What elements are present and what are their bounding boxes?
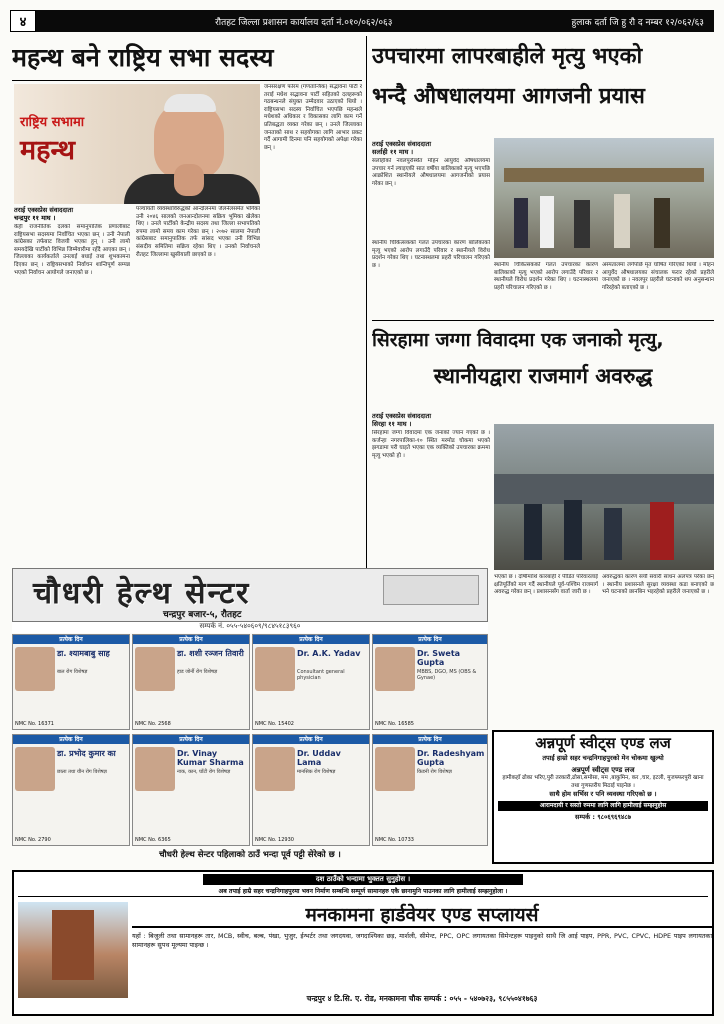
doctor-card <box>372 634 488 730</box>
hardware-body: यहाँ : बिजुली तथा सामानहरू तार, MCB, स्वीच, बल्ब, पंखा, भुजुर, ईन्भर्टर तथा जगदयवा, जगदाश्यिका छड़, मार्शली, सीमेन्ट, PPC, OPC लगायतका सिमेन्टहरू पाइनुको साथै जि आई पाइप, PPR, PVC, CPVC, HDPE पाइप लगायतका सामानहरू सुपथ मूल्यमा पाइन्छ । <box>132 932 712 949</box>
card-tag: प्रत्येक दिन <box>373 635 487 644</box>
doctor-specialty: बाल रोग विशेषज्ञ <box>57 669 88 675</box>
doctor-nmc: NMC No. 16371 <box>15 721 54 727</box>
photo-caption-big: महन्थ <box>20 135 75 166</box>
page-number: ४ <box>10 10 36 32</box>
sweets-phone: ९८०६९६९४८७ <box>597 813 632 821</box>
doctor-card <box>372 734 488 846</box>
person <box>650 502 674 560</box>
clinic-footer: चौधरी हेल्थ सेन्टर पहिलाको ठाउँ भन्दा पूर्व पट्टी सेरेको छ । <box>159 850 341 860</box>
sweets-ad <box>492 730 714 864</box>
story2-col2b: स्थानीय चिकित्सकको गलत उपचारका कारण बालिकाको मृत्यु भएको आरोप लगाउँदै परिवार र स्थानीयले विरोध प्रदर्शन गरेका थिए । घटनास्थलमा प्रहरी परिचालन गरिएको छ । <box>494 262 598 291</box>
police-officer <box>564 500 582 560</box>
card-tag: प्रत्येक दिन <box>13 635 129 644</box>
story2-col3: अस्पतालमा लगेपछि मृत घोषित गरिएको थियो । मोहन आयुर्वेद औषधालयका संचालक फरार रहेको प्रहरीले जनाएको छ । नवलपुर प्रहरीले घटनाको थप अनुसन्धान गरिरहेको बताएको छ । <box>602 262 714 291</box>
sweets-note: साथै होम सर्भिस र पनि व्यवस्था गरिएको छ । <box>549 790 657 798</box>
person <box>514 198 528 248</box>
doctor-photo <box>135 747 175 791</box>
story1-col3: जनसंरक्षण फोरम (गणतान्त्रिक) सद्भावना पार्टी र तराई मधेश सद्भावना पार्टी सहितको दलहरूको गठबन्धनले संयुक्त उम्मेदवार उठाएको थियो । राष्ट्रियसभा सदस्य निर्वाचित भएपछि महन्थले मधेशको अधिकार र विकासका लागि काम गर्ने प्रतिबद्धता व्यक्त गरेका छन् । उनले जिल्लाका जनताको साथ र सहयोगका लागि आभार प्रकट गर्दै आगामी दिनमा पनि सहयोगको अपेक्षा गरेका छन् । <box>264 84 362 151</box>
doctor-card <box>132 634 250 730</box>
doctor-specialty: मानसिक रोग विशेषज्ञ <box>297 769 336 775</box>
doctor-card <box>132 734 250 846</box>
sweets-title: अन्नपूर्ण स्वीट्स एण्ड लज <box>535 734 671 752</box>
story3-col3: अवरुद्धका कारण सयौं सवारी साधन अलपत्र परेका छन् । स्थानीय प्रशासनले सुरक्षा व्यवस्था कडा बनाएको छ भने घटनाको छानबिन भइरहेको प्रहरीले जनाएको छ । <box>602 574 714 596</box>
ambulance-icon <box>383 575 479 605</box>
story2-byline-block <box>372 140 492 156</box>
police-photo <box>494 424 714 570</box>
divider <box>372 320 714 321</box>
column-divider <box>366 36 367 592</box>
doctor-photo <box>15 647 55 691</box>
byline: तराई एक्सप्रेस संवाददाता <box>14 206 74 214</box>
story1-byline-block <box>14 206 134 222</box>
page-header <box>10 10 714 32</box>
person <box>540 196 554 248</box>
sweets-sub: तपाईं हाम्रो सहर चन्द्रनिगाहपुरको मेन चोकमा खुल्यो <box>542 754 664 762</box>
doctor-specialty: नाक, कान, घाँटी रोग विशेषज्ञ <box>177 769 231 775</box>
sweets-body: हामीकहाँ ढोका भरिए,पुरी तरकारी,ढोसा,समोसा, मम ,बाकुमिन, कर ,चार, इटली, मुजफ्फरपुरी खाना तथा गुणस्तरीय मिठाई पाइनेछ । <box>502 775 704 789</box>
story2-headline-line2: भन्दै औषधालयमा आगजनी प्रयास <box>372 84 645 109</box>
hardware-title: मनकामना हार्डवेयर एण्ड सप्लायर्स <box>132 902 712 928</box>
byline: तराई एक्सप्रेस संवाददाता <box>372 412 432 420</box>
doctor-card <box>12 634 130 730</box>
sweets-tagline: आरामदायी र सस्तो रुममा लानि लागि हामीलाई सम्झनुहोस <box>498 801 708 811</box>
doctor-nmc: NMC No. 16585 <box>375 721 414 727</box>
building <box>504 168 704 182</box>
story3-headline-line1: सिरहामा जग्गा विवादमा एक जनाको मृत्यु, <box>372 329 664 351</box>
card-tag: प्रत्येक दिन <box>133 735 249 744</box>
clinic-ad-banner <box>12 568 488 622</box>
person-hair <box>164 94 216 112</box>
sweets-name: अन्नपूर्ण स्वीट्स एण्ड लज <box>571 766 635 774</box>
doctor-specialty: हाड जोर्नी रोग विशेषज्ञ <box>177 669 218 675</box>
doctor-photo <box>255 747 295 791</box>
story1-col2: पञ्चायती व्यवस्थाविरुद्धको आन्दोलनमा जेलनेलसमेत भोगेका उनी २०४६ सालको जनआन्दोलनमा सक्रिय भूमिका खेलेका थिए । उनले पार्टीको केन्द्रीय सदस्य तथा जिल्ला सभापतिको रुपमा लामो समय काम गरेका छन् । २०७२ सालमा नेपाली कांग्रेसबाट समानुपातिक तर्फ सांसद भएका उनी विभिन्न संसदीय समितिमा सक्रिय रहेका थिए । उनको निर्वाचनले रौतहट जिल्लामा खुसीयाली छाएको छ । <box>136 206 260 258</box>
story2-col1: सर्लाहीको नवलपुरस्थित मोहन आयुर्वेद औषधालयमा उपचार गर्न ल्याइएकी सात वर्षीया बालिकाको मृत्यु भएपछि आक्रोशित स्थानीयले औषधालयमा आगजनीको प्रयास गरेका छन् । <box>372 158 490 187</box>
story2-col2: स्थानीय चिकित्सकको गलत उपचारका कारण बालिकाको मृत्यु भएको आरोप लगाउँदै परिवार र स्थानीयले विरोध प्रदर्शन गरेका थिए । घटनास्थलमा प्रहरी परिचालन गरिएको छ । <box>372 240 490 269</box>
doctor-photo <box>375 647 415 691</box>
doctor-specialty: छाला तथा यौन रोग विशेषज्ञ <box>57 769 107 775</box>
doctor-nmc: NMC No. 12930 <box>255 837 294 843</box>
doctor-nmc: NMC No. 2790 <box>15 837 51 843</box>
doctor-nmc: NMC No. 6365 <box>135 837 171 843</box>
doctor-photo <box>255 647 295 691</box>
doctor-name: Dr. Radeshyam Gupta <box>417 749 485 767</box>
clinic-phone: सम्पर्क नं. ०५५-५४०६०९/९८४५१८३९६० <box>12 622 488 633</box>
doctor-specialty: Consultant general physician <box>297 669 345 681</box>
hardware-top-line: दश ठाउँको भन्दामा भुक्तत सुनुहोस । <box>203 874 523 885</box>
doctor-photo <box>15 747 55 791</box>
doctor-photo <box>135 647 175 691</box>
photo-caption-small: राष्ट्रिय सभामा <box>20 115 85 130</box>
sweets-contact <box>494 813 712 822</box>
doctor-name: डा. श्यामबाबु साह <box>57 649 110 658</box>
folded-hands <box>174 164 204 196</box>
card-tag: प्रत्येक दिन <box>133 635 249 644</box>
hardware-address: चन्द्रपुर ४ टि.सि. ए. रोड, मनकामना चौक सम्पर्क : ०५५ - ५४०७२३, ९८५५०४१७६३ <box>306 994 538 1003</box>
story3-col2: भएको छ । दोषीमाथि कारबाही र पीडित परिवारलाई क्षतिपूर्तिको माग गर्दै स्थानीयले पूर्व-पश्चिम राजमार्ग अवरुद्ध गरेका छन् । प्रशासनसँग वार्ता जारी छ । <box>494 574 598 596</box>
card-tag: प्रत्येक दिन <box>13 735 129 744</box>
doctor-nmc: NMC No. 15402 <box>255 721 294 727</box>
divider <box>12 80 362 81</box>
doctor-name: डा. प्रभोद कुमार का <box>57 749 116 758</box>
police-officer <box>524 504 542 560</box>
doctor-name: Dr. Vinay Kumar Sharma <box>177 749 244 767</box>
story3-headline-line2: स्थानीयद्वारा राजमार्ग अवरुद्ध <box>433 364 653 388</box>
police-officer <box>604 508 622 560</box>
person <box>654 198 670 248</box>
clinic-title: चौधरी हेल्थ सेन्टर <box>33 576 251 611</box>
story2-headline-line1: उपचारमा लापरबाहीले मृत्यु भएको <box>372 44 643 69</box>
dateline: चन्द्रपुर ११ माघ । <box>14 214 56 222</box>
registration-text: रौतहट जिल्ला प्रशासन कार्यालय दर्ता नं.०१०/०६२/०६३ <box>215 17 393 28</box>
doctor-nmc: NMC No. 10733 <box>375 837 414 843</box>
byline: तराई एक्सप्रेस संवाददाता <box>372 140 432 148</box>
dateline: सिरहा ११ माघ । <box>372 420 412 428</box>
story1-col1: केही राजनीतिक दलको समानुपातिक प्रणालीबाट राष्ट्रियसभा सदस्यमा निर्वाचित भएका छन् । उनी नेपाली कांग्रेसका तर्फबाट विजयी भएका हुन् । उनी लामो समयदेखि पार्टीको विभिन्न जिम्मेवारीमा रहँदै आएका छन् । जिल्लाका कार्यकर्ताले उनलाई बधाई तथा शुभकामना दिएका छन् । राष्ट्रियसभाको निर्वाचन शान्तिपूर्ण सम्पन्न भएको निर्वाचन आयोगले जनाएको छ । <box>14 224 130 276</box>
crowd-photo <box>494 138 714 258</box>
doctor-name: Dr. Uddav Lama <box>297 749 341 767</box>
mahanth-photo <box>14 84 260 204</box>
story3-byline-block <box>372 412 492 428</box>
doctor-name: डा. शशी रञ्जन तिवारी <box>177 649 244 658</box>
card-tag: प्रत्येक दिन <box>253 735 369 744</box>
doctor-photo <box>375 747 415 791</box>
card-tag: प्रत्येक दिन <box>253 635 369 644</box>
person <box>574 200 590 248</box>
dateline: सर्लाही ११ माघ । <box>372 148 414 156</box>
postal-registration: हुलाक दर्ता जि हु रौ द नम्बर १२/०६२/६३ <box>571 17 704 28</box>
doctor-card <box>12 734 130 846</box>
doctor-name: Dr. A.K. Yadav <box>297 649 361 658</box>
person <box>614 194 630 248</box>
hardware-sub-line: अब तपाई हाम्रै सहर चन्द्रनिगाहपुरमा भवन निर्माण सम्बन्धि सम्पूर्ण सामानहरु एकै छानामुनि पाउनका लागि हामीलाई सम्झनुहोला । <box>18 887 708 897</box>
story3-col1: सिरहामा जग्गा विवादमा एक जनाको ज्यान गएको छ । कर्जन्हा नगरपालिका-१० स्थित मरमोड चोकमा भएको झगडामा परी घाइते भएका एक व्यक्तिको उपचारका क्रममा मृत्यु भएको हो । <box>372 430 490 459</box>
temple <box>52 910 94 980</box>
doctor-specialty: किडनी रोग विशेषज्ञ <box>417 769 452 775</box>
doctor-specialty: MBBS, DGO, MS (OBS & Gynae) <box>417 669 477 681</box>
crowd <box>494 474 714 504</box>
temple-photo <box>18 902 128 998</box>
doctor-nmc: NMC No. 2568 <box>135 721 171 727</box>
hardware-ad <box>12 870 714 1016</box>
doctor-card <box>252 734 370 846</box>
doctor-name: Dr. Sweta Gupta <box>417 649 461 667</box>
doctor-card <box>252 634 370 730</box>
sweets-phone-label: सम्पर्क : <box>574 813 595 821</box>
clinic-address: चन्द्रपुर बजार-५, रौतहट <box>163 610 242 620</box>
card-tag: प्रत्येक दिन <box>373 735 487 744</box>
story1-headline: महन्थ बने राष्ट्रिय सभा सदस्य <box>12 43 274 72</box>
